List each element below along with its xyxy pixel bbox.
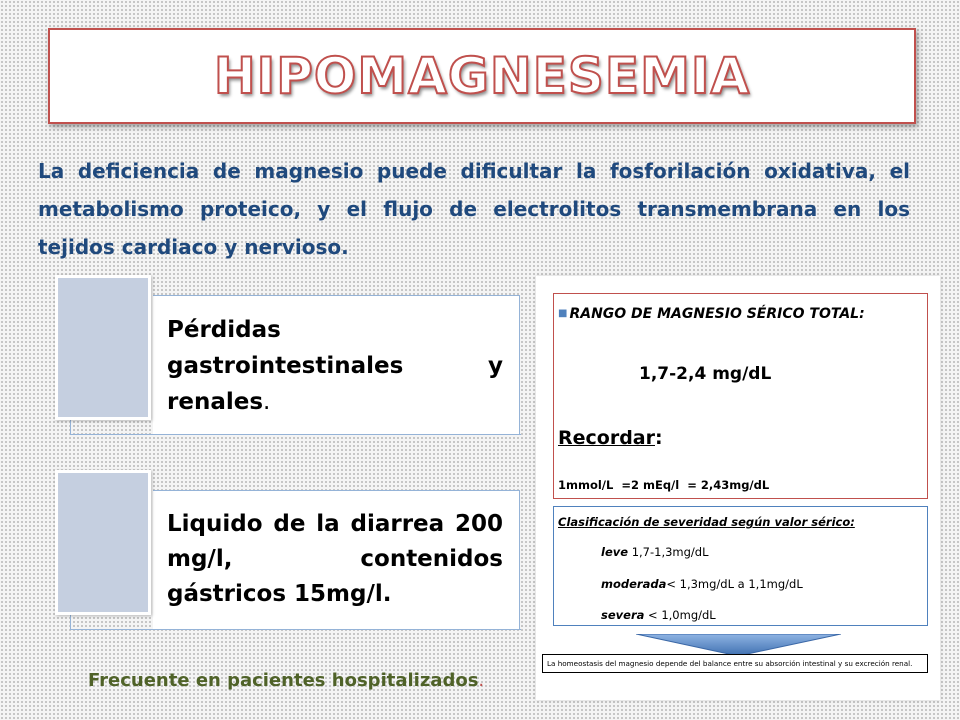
magnesium-info-panel: [536, 276, 940, 700]
severity-level: leve: [601, 545, 629, 559]
card-panel: [153, 490, 520, 630]
severity-value: < 1,3mg/dL a 1,1mg/dL: [666, 577, 803, 591]
intro-paragraph: La deficiencia de magnesio puede dificultar la fosforilación oxidativa, el metabolismo proteico, y el flujo de electrolitos transmembrana en los tejidos cardiaco y nervioso.: [38, 159, 910, 259]
bottom-note-text: Frecuente en pacientes hospitalizados: [88, 670, 479, 691]
severity-item-mild: [601, 545, 709, 559]
card-text: [167, 312, 503, 420]
down-arrow-icon: [636, 634, 841, 656]
bottom-note-period: .: [478, 670, 485, 691]
remember-label-text: Recordar: [558, 427, 655, 449]
bottom-note: [88, 670, 484, 691]
severity-level: severa: [601, 608, 645, 622]
card-text: Liquido de la diarrea 200 mg/l, contenidos gástricos 15mg/l.: [167, 511, 503, 607]
serum-range-box: [553, 293, 928, 499]
severity-level: moderada: [601, 577, 667, 591]
severity-value: < 1,0mg/dL: [644, 608, 716, 622]
card-text-period: .: [263, 389, 271, 415]
unit-conversion: 1mmol/L =2 mEq/l = 2,43mg/dL: [558, 478, 770, 492]
accent-block: [55, 275, 151, 420]
severity-item-moderate: [601, 577, 803, 591]
severity-box: [553, 506, 928, 626]
remember-label: [558, 427, 663, 449]
diarrhea-card: [55, 470, 520, 630]
accent-block: [55, 470, 151, 615]
range-heading-text: RANGO DE MAGNESIO SÉRICO TOTAL:: [569, 306, 865, 322]
range-heading: [558, 306, 865, 322]
severity-value: 1,7-1,3mg/dL: [628, 545, 709, 559]
card-text-main: Pérdidas gastrointestinales y renales: [167, 317, 503, 415]
severity-item-severe: [601, 608, 716, 622]
card-panel: [153, 295, 520, 435]
range-value: 1,7-2,4 mg/dL: [639, 364, 772, 384]
severity-title: Clasificación de severidad según valor sérico:: [558, 515, 855, 529]
square-bullet-icon: ■: [558, 308, 568, 319]
title-box: [48, 28, 916, 124]
remember-colon: :: [655, 427, 663, 449]
loss-card: [55, 275, 520, 435]
homeostasis-note: La homeostasis del magnesio depende del balance entre su absorción intestinal y su excreción renal.: [542, 654, 928, 673]
slide-title: HIPOMAGNESEMIA: [213, 47, 751, 105]
